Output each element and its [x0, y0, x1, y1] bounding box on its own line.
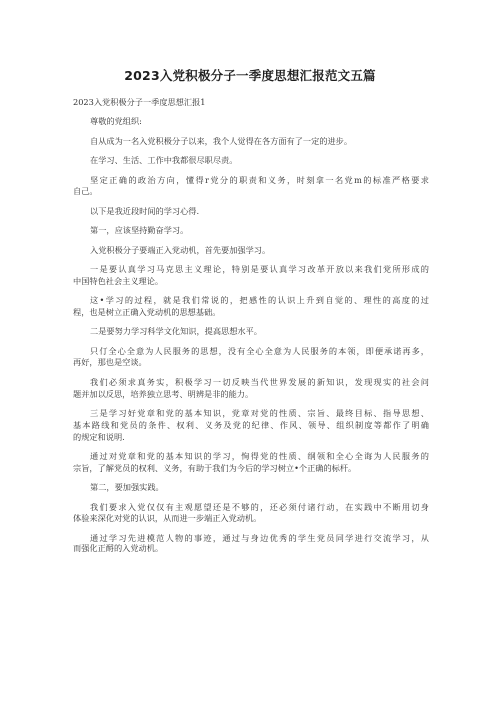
- paragraph-line: 通过学习先进模范人物的事迹，通过与身边优秀的学生党员同学进行交流学习，从: [90, 532, 429, 543]
- paragraph-spacing: [73, 525, 429, 533]
- paragraph-line: 程，也是树立正确入党动机的思想基础。: [73, 306, 221, 317]
- paragraph-spacing: [73, 148, 429, 156]
- paragraph-spacing: [73, 288, 429, 296]
- paragraph-line: 自己。: [73, 186, 98, 197]
- paragraph-line: 第二，要加强实践。: [90, 482, 164, 493]
- paragraph-line: 通过对党章和党的基本知识的学习，恂得党的性质、纲领和全心全诲为人民服务的: [90, 451, 429, 462]
- paragraph-line: 体验来深化对党的认识，从而进一步端正入党动机。: [73, 513, 262, 524]
- paragraph-line: 而强化正酹的入党动机。: [73, 543, 164, 554]
- paragraph-line: 第一，应该坚持勤奋学习。: [90, 225, 189, 236]
- document-title: 2023入党积极分子一季度思想汇报范文五篇: [124, 68, 376, 83]
- document-body: [73, 97, 429, 554]
- paragraph-spacing: [73, 198, 429, 206]
- paragraph-line: 尊敬的党组织:: [90, 116, 142, 127]
- paragraph-line: 基本路线和党员的条件、权利、义务及党的纪律、作风、领导、组织制度等都作了明确: [73, 419, 429, 430]
- paragraph-line: 我们必须求真务实，积极学习一切反映当代世界发展的新知识，发现现实的社会问: [90, 376, 429, 387]
- paragraph-line: 再好，那也是空谈。: [73, 357, 147, 368]
- paragraph-line: 这•学习的过程，就是我们常说的，把感性的认识上升到自觉的、理性的高度的过: [90, 295, 429, 306]
- paragraph-spacing: [73, 494, 429, 502]
- paragraph-line: 坚定正确的政治方向，懂得r党分的职责和义务，时刻拿一名党m的标准严格要求: [90, 174, 429, 185]
- paragraph-line: 2023入党积极分子一季度思想汇报1: [73, 97, 206, 107]
- paragraph-line: 我们要求入党仅仅有主观愿望还是不够的，还必须付诸行动，在实践中不断用切身: [90, 501, 429, 512]
- paragraph-line: 题并加以反思，培养独立思考、明辨是非的能力。: [73, 388, 254, 399]
- paragraph-line: 三是学习好党章和党的基本知识，党章对党的性质、宗旨、最终目标、指导思想、: [90, 408, 429, 419]
- paragraph-line: 一是要认真学习马克思主义理论，特别是要认真学习改革开放以来我们党所形成的: [90, 263, 429, 274]
- paragraph-line: 在学习、生活、工作中我都很尽职尽责。: [90, 155, 238, 166]
- paragraph-spacing: [73, 109, 429, 117]
- paragraph-line: 以下是我近段时间的学习心得.: [90, 205, 200, 216]
- paragraph-line: 二是要努力学习科学文化知识，提高思想水平。: [90, 326, 262, 337]
- paragraph-line: 入党积极分子要端正入党动机，首先要加强学习。: [90, 244, 271, 255]
- paragraph-spacing: [73, 128, 429, 136]
- paragraph-spacing: [73, 167, 429, 175]
- paragraph-spacing: [73, 256, 429, 264]
- paragraph-line: 只仃全心全意为人民服务的思想，没有全心全意为人民服务的本领，即便承诺再多，: [90, 345, 429, 356]
- paragraph-line: 自从成为一名入党积极分子以来，我个人觉得在各方面有了一定的进步。: [90, 135, 353, 146]
- paragraph-spacing: [73, 218, 429, 226]
- paragraph-spacing: [73, 338, 429, 346]
- paragraph-line: 宗旨，了解党员的权利、义务，有助于我们为今后的学习树立•个正确的标杆。: [73, 462, 357, 473]
- paragraph-spacing: [73, 369, 429, 377]
- paragraph-line: 的规定和说明.: [73, 431, 125, 442]
- paragraph-spacing: [73, 400, 429, 408]
- paragraph-line: 中国特色社会主义理论。: [73, 275, 164, 286]
- paragraph-spacing: [73, 237, 429, 245]
- paragraph-spacing: [73, 319, 429, 327]
- paragraph-spacing: [73, 475, 429, 483]
- paragraph-spacing: [73, 443, 429, 451]
